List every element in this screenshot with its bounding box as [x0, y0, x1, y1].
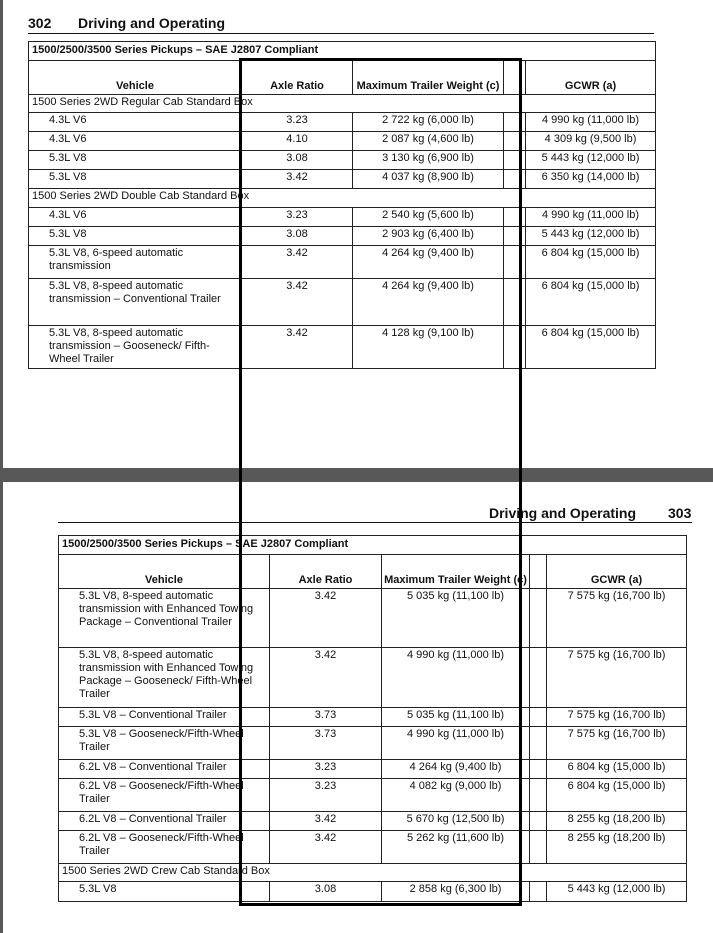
trailer-weight-cell: 4 264 kg (9,400 lb)	[353, 246, 504, 279]
gcwr-cell: 4 990 kg (11,000 lb)	[526, 208, 656, 227]
viewer-margin	[0, 0, 3, 470]
table-row	[59, 648, 687, 708]
vehicle-cell: 5.3L V8 – Gooseneck/Fifth-Wheel Trailer	[59, 727, 270, 760]
table-row	[59, 882, 687, 902]
page-303	[0, 482, 713, 933]
trailer-weight-cell: 2 858 kg (6,300 lb)	[382, 882, 530, 902]
gcwr-cell: 7 575 kg (16,700 lb)	[547, 727, 687, 760]
vehicle-cell: 6.2L V8 – Gooseneck/Fifth-Wheel Trailer	[59, 831, 270, 864]
axle-cell: 3.08	[270, 882, 382, 902]
gcwr-cell: 6 804 kg (15,000 lb)	[526, 246, 656, 279]
page-gap	[0, 468, 713, 482]
gcwr-cell: 6 804 kg (15,000 lb)	[547, 760, 687, 779]
axle-cell: 3.42	[242, 170, 353, 189]
trailer-weight-cell: 5 035 kg (11,100 lb)	[382, 708, 530, 727]
viewer-margin	[0, 482, 3, 933]
table-row	[59, 727, 687, 760]
table-row	[29, 246, 656, 279]
axle-cell: 3.23	[270, 760, 382, 779]
gcwr-cell: 5 443 kg (12,000 lb)	[526, 227, 656, 246]
table-row	[29, 208, 656, 227]
table-row	[59, 589, 687, 648]
axle-cell: 3.42	[270, 831, 382, 864]
axle-cell: 3.42	[270, 812, 382, 831]
table-row	[29, 151, 656, 170]
trailer-weight-cell: 3 130 kg (6,900 lb)	[353, 151, 504, 170]
header-rule	[28, 33, 654, 34]
gcwr-cell: 6 804 kg (15,000 lb)	[526, 279, 656, 326]
gcwr-cell: 5 443 kg (12,000 lb)	[526, 151, 656, 170]
header-max-trailer-weight: Maximum Trailer Weight (c)	[382, 555, 530, 589]
vehicle-cell: 5.3L V8, 8-speed automatic transmission with Enhanced Towing Package – Conventional Trailer	[59, 589, 270, 648]
vehicle-cell: 6.2L V8 – Conventional Trailer	[59, 760, 270, 779]
trailer-weight-cell: 4 082 kg (9,000 lb)	[382, 779, 530, 812]
table-row	[29, 227, 656, 246]
header-spacer	[504, 61, 526, 95]
table-row	[59, 760, 687, 779]
trailer-weight-cell: 4 990 kg (11,000 lb)	[382, 648, 530, 708]
trailer-weight-cell: 2 087 kg (4,600 lb)	[353, 132, 504, 151]
towing-table-303	[58, 535, 687, 902]
axle-cell: 3.08	[242, 151, 353, 170]
axle-cell: 3.73	[270, 708, 382, 727]
vehicle-cell: 5.3L V8, 8-speed automatic transmission – Gooseneck/ Fifth-Wheel Trailer	[29, 326, 242, 369]
table-row	[29, 326, 656, 369]
header-gcwr: GCWR (a)	[526, 61, 656, 95]
trailer-weight-cell: 4 990 kg (11,000 lb)	[382, 727, 530, 760]
table-row	[29, 279, 656, 326]
header-spacer	[530, 555, 547, 589]
axle-cell: 3.42	[242, 279, 353, 326]
group-row: 1500 Series 2WD Double Cab Standard Box	[29, 189, 656, 208]
trailer-weight-cell: 4 128 kg (9,100 lb)	[353, 326, 504, 369]
vehicle-cell: 5.3L V8	[29, 227, 242, 246]
trailer-weight-cell: 2 722 kg (6,000 lb)	[353, 113, 504, 132]
vehicle-cell: 6.2L V8 – Conventional Trailer	[59, 812, 270, 831]
trailer-weight-cell: 5 035 kg (11,100 lb)	[382, 589, 530, 648]
vehicle-cell: 5.3L V8 – Conventional Trailer	[59, 708, 270, 727]
page-title: Driving and Operating	[78, 15, 226, 31]
table-row	[59, 708, 687, 727]
vehicle-cell: 5.3L V8	[29, 170, 242, 189]
header-max-trailer-weight: Maximum Trailer Weight (c)	[353, 61, 504, 95]
group-row: 1500 Series 2WD Regular Cab Standard Box	[29, 95, 656, 113]
header-vehicle: Vehicle	[59, 555, 270, 589]
vehicle-cell: 5.3L V8	[59, 882, 270, 902]
page-title: Driving and Operating	[489, 505, 637, 521]
trailer-weight-cell: 4 264 kg (9,400 lb)	[382, 760, 530, 779]
header-axle-ratio: Axle Ratio	[242, 61, 353, 95]
table-row	[29, 132, 656, 151]
vehicle-cell: 4.3L V6	[29, 132, 242, 151]
trailer-weight-cell: 4 037 kg (8,900 lb)	[353, 170, 504, 189]
table-row	[29, 170, 656, 189]
vehicle-cell: 4.3L V6	[29, 113, 242, 132]
axle-cell: 3.42	[242, 326, 353, 369]
vehicle-cell: 5.3L V8, 8-speed automatic transmission – Conventional Trailer	[29, 279, 242, 326]
table-row	[59, 779, 687, 812]
gcwr-cell: 4 990 kg (11,000 lb)	[526, 113, 656, 132]
axle-cell: 3.42	[270, 648, 382, 708]
trailer-weight-cell: 4 264 kg (9,400 lb)	[353, 279, 504, 326]
axle-cell: 3.23	[270, 779, 382, 812]
gcwr-cell: 6 350 kg (14,000 lb)	[526, 170, 656, 189]
gcwr-cell: 7 575 kg (16,700 lb)	[547, 648, 687, 708]
axle-cell: 3.23	[242, 208, 353, 227]
axle-cell: 3.42	[242, 246, 353, 279]
header-vehicle: Vehicle	[29, 61, 242, 95]
vehicle-cell: 5.3L V8, 6-speed automatic transmission	[29, 246, 242, 279]
axle-cell: 3.23	[242, 113, 353, 132]
header-gcwr: GCWR (a)	[547, 555, 687, 589]
axle-cell: 3.08	[242, 227, 353, 246]
trailer-weight-cell: 5 670 kg (12,500 lb)	[382, 812, 530, 831]
trailer-weight-cell: 2 540 kg (5,600 lb)	[353, 208, 504, 227]
vehicle-cell: 6.2L V8 – Gooseneck/Fifth-Wheel Trailer	[59, 779, 270, 812]
table-caption: 1500/2500/3500 Series Pickups – SAE J2807 Compliant	[29, 42, 656, 61]
header-axle-ratio: Axle Ratio	[270, 555, 382, 589]
axle-cell: 3.42	[270, 589, 382, 648]
gcwr-cell: 6 804 kg (15,000 lb)	[547, 779, 687, 812]
gcwr-cell: 8 255 kg (18,200 lb)	[547, 812, 687, 831]
vehicle-cell: 4.3L V6	[29, 208, 242, 227]
gcwr-cell: 8 255 kg (18,200 lb)	[547, 831, 687, 864]
table-caption: 1500/2500/3500 Series Pickups – SAE J2807 Compliant	[59, 536, 687, 555]
trailer-weight-cell: 5 262 kg (11,600 lb)	[382, 831, 530, 864]
page-number: 302	[28, 15, 52, 31]
trailer-weight-cell: 2 903 kg (6,400 lb)	[353, 227, 504, 246]
gcwr-cell: 7 575 kg (16,700 lb)	[547, 589, 687, 648]
gcwr-cell: 6 804 kg (15,000 lb)	[526, 326, 656, 369]
gcwr-cell: 7 575 kg (16,700 lb)	[547, 708, 687, 727]
gcwr-cell: 4 309 kg (9,500 lb)	[526, 132, 656, 151]
axle-cell: 3.73	[270, 727, 382, 760]
gcwr-cell: 5 443 kg (12,000 lb)	[547, 882, 687, 902]
table-row	[59, 812, 687, 831]
vehicle-cell: 5.3L V8, 8-speed automatic transmission with Enhanced Towing Package – Gooseneck/ Fifth-Wheel Trailer	[59, 648, 270, 708]
page-number: 303	[668, 505, 692, 521]
header-rule	[58, 522, 692, 523]
group-row: 1500 Series 2WD Crew Cab Standard Box	[59, 864, 687, 882]
table-row	[59, 831, 687, 864]
table-row	[29, 113, 656, 132]
vehicle-cell: 5.3L V8	[29, 151, 242, 170]
towing-table-302	[28, 41, 656, 369]
axle-cell: 4.10	[242, 132, 353, 151]
